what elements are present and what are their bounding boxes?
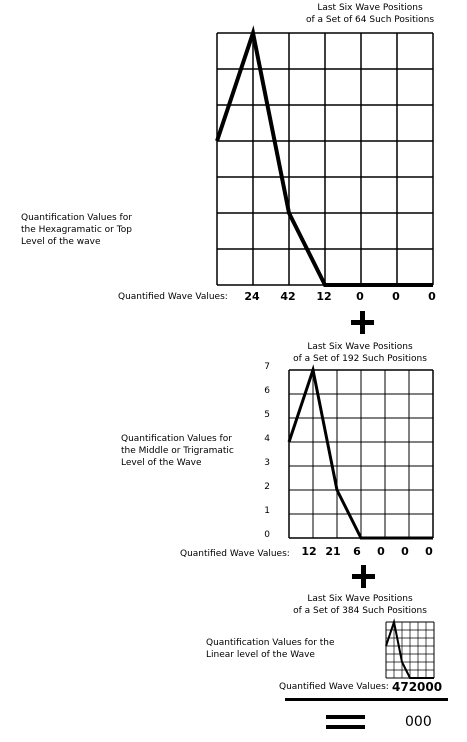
chart3-values-label: Quantified Wave Values:: [279, 682, 389, 692]
chart2-y-tick: 2: [264, 482, 270, 492]
chart2-value: 0: [425, 545, 433, 558]
chart2-value: 12: [301, 545, 317, 558]
chart3-caption-line2: of a Set of 384 Such Positions: [293, 606, 427, 616]
chart2-description-line3: Level of the Wave: [121, 458, 202, 468]
chart3-grid: [386, 622, 434, 678]
plus-sign-icon: [351, 311, 374, 334]
chart1-grid: [217, 33, 433, 285]
result-value: 000: [405, 714, 432, 730]
chart3-values: 472000: [392, 680, 443, 694]
chart1-description-line1: Quantification Values for: [21, 213, 132, 223]
chart2-y-tick: 7: [264, 362, 270, 372]
chart2-description-line2: the Middle or Trigramatic: [121, 446, 234, 456]
chart2-grid: [289, 370, 433, 538]
chart3-description-line1: Quantification Values for the: [206, 638, 335, 648]
chart1-value: 0: [392, 290, 400, 303]
chart2-value: 6: [353, 545, 361, 558]
chart2-values-label: Quantified Wave Values:: [180, 549, 290, 559]
plus-sign-icon: [352, 565, 375, 588]
chart2-caption-line2: of a Set of 192 Such Positions: [293, 354, 427, 364]
chart2-y-tick: 3: [264, 458, 270, 468]
equals-sign-icon: [326, 715, 365, 729]
chart3-caption-line1: Last Six Wave Positions: [307, 594, 413, 604]
chart1-caption-line1: Last Six Wave Positions: [317, 3, 423, 13]
chart1-caption-line2: of a Set of 64 Such Positions: [305, 15, 435, 25]
chart2-y-tick: 4: [264, 434, 270, 444]
chart1-description-line2: the Hexagramatic or Top: [21, 225, 132, 235]
chart1-value: 42: [280, 290, 296, 303]
chart1-description-line3: Level of the wave: [21, 237, 101, 247]
sum-line: [285, 698, 448, 701]
chart1-value: 0: [428, 290, 436, 303]
chart2-y-tick: 0: [264, 530, 270, 540]
chart2-value: 0: [377, 545, 385, 558]
chart3-description-line2: Linear level of the Wave: [206, 650, 315, 660]
chart1-value: 12: [316, 290, 332, 303]
chart2-description-line1: Quantification Values for: [121, 434, 232, 444]
chart2-value: 21: [325, 545, 341, 558]
chart2-y-tick: 1: [264, 506, 270, 516]
chart1-values-label: Quantified Wave Values:: [118, 292, 228, 302]
chart2-value: 0: [401, 545, 409, 558]
chart2-caption-line1: Last Six Wave Positions: [307, 342, 413, 352]
chart1-value: 0: [356, 290, 364, 303]
chart2-y-tick: 6: [264, 386, 270, 396]
chart2-y-tick: 5: [264, 410, 270, 420]
chart1-value: 24: [244, 290, 260, 303]
